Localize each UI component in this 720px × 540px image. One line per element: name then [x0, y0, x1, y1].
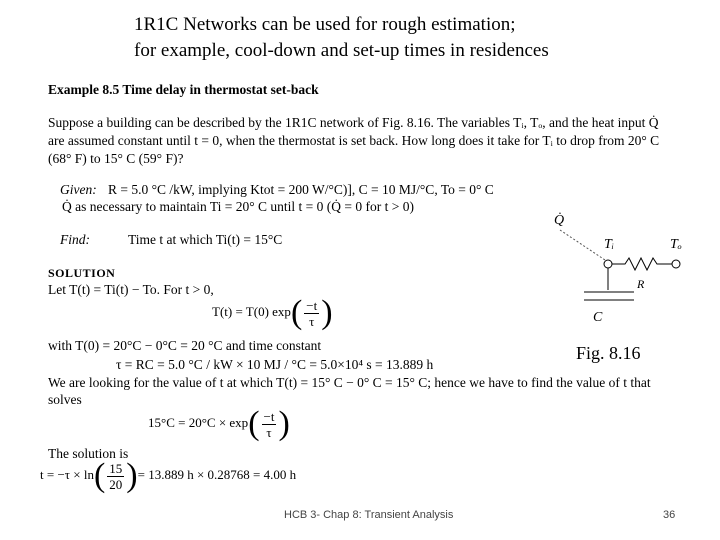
ti-node — [604, 260, 612, 268]
resistor — [612, 258, 672, 270]
slide-title-line1: 1R1C Networks can be used for rough estimation; — [134, 14, 516, 35]
problem-line-3: (68° F) to 15° C (59° F)? — [48, 151, 184, 166]
resistor-label: R — [637, 277, 645, 291]
tau-equation: τ = RC = 5.0 °C / kW × 10 MJ / °C = 5.0×10⁴ s = 13.889 h — [116, 357, 434, 372]
network-diagram — [540, 200, 700, 325]
given-line-1: R = 5.0 °C /kW, implying Ktot = 200 W/°C)], C = 10 MJ/°C, To = 0° C — [108, 182, 494, 197]
solution-line-1: Let T(t) = Ti(t) − To. For t > 0, — [48, 282, 214, 297]
problem-line-2: are assumed constant until t = 0, when the thermostat is set back. How long does it take for Tᵢ to drop from 20° C — [48, 133, 660, 148]
figure-caption: Fig. 8.16 — [576, 343, 641, 363]
equation-solution: t = −τ × ln( $\frac{15}{20}$ )= 13.889 h × 0.28768 = 4.00 h — [40, 457, 297, 494]
eq1-denominator: τ — [309, 313, 315, 329]
footer-course: HCB 3- Chap 8: Transient Analysis — [284, 509, 454, 521]
eq3-rhs: = 13.889 h × 0.28768 = 4.00 h — [137, 466, 297, 482]
equation-decay: T(t) = T(0) exp( $\frac{-t}{\tau}$ ) — [212, 294, 333, 331]
eq2-numerator: −t — [263, 408, 275, 424]
to-label: Tₒ — [670, 237, 682, 252]
find-label: Find: — [60, 232, 90, 247]
eq3-denominator: 20 — [109, 476, 123, 492]
heat-input-label: Q̇ — [554, 213, 565, 228]
given-label: Given: — [60, 182, 97, 197]
eq1-fraction — [304, 298, 319, 329]
problem-line-1: Suppose a building can be described by the 1R1C network of Fig. 8.16. The variables Tᵢ, Tₒ, and the heat input Q̇ — [48, 115, 659, 130]
find-text: Time t at which Ti(t) = 15°C — [128, 232, 283, 247]
heat-input-line — [560, 230, 608, 262]
eq2-denominator: τ — [266, 424, 272, 440]
eq1-lhs: T(t) = T(0) exp — [212, 303, 291, 319]
equation-target: 15°C = 20°C × exp( $\frac{-t}{\tau}$ ) — [148, 405, 290, 442]
eq3-lhs: t = −τ × ln — [40, 466, 94, 482]
eq2-lhs: 15°C = 20°C × exp — [148, 414, 249, 430]
solution-label: SOLUTION — [48, 266, 116, 280]
given-line-2: Q̇ as necessary to maintain Ti = 20° C until t = 0 (Q̇ = 0 for t > 0) — [62, 199, 414, 214]
looking-line-2: solves — [48, 392, 82, 407]
capacitor-label: C — [593, 310, 603, 325]
page-number: 36 — [663, 509, 676, 521]
eq3-numerator: 15 — [109, 460, 123, 476]
slide-title-line2: for example, cool-down and set-up times in residences — [134, 40, 549, 61]
looking-line-1: We are looking for the value of t at which T(t) = 15° C − 0° C = 15° C; hence we have to find the value of t that — [48, 375, 651, 390]
ti-label: Tᵢ — [604, 237, 615, 252]
eq3-fraction — [107, 461, 124, 492]
eq1-numerator: −t — [306, 297, 318, 313]
to-node — [672, 260, 680, 268]
eq2-fraction — [262, 409, 277, 440]
solution-is: The solution is — [48, 446, 129, 461]
example-title: Example 8.5 Time delay in thermostat set-back — [48, 82, 319, 97]
with-line: with T(0) = 20°C − 0°C = 20 °C and time constant — [48, 338, 322, 353]
